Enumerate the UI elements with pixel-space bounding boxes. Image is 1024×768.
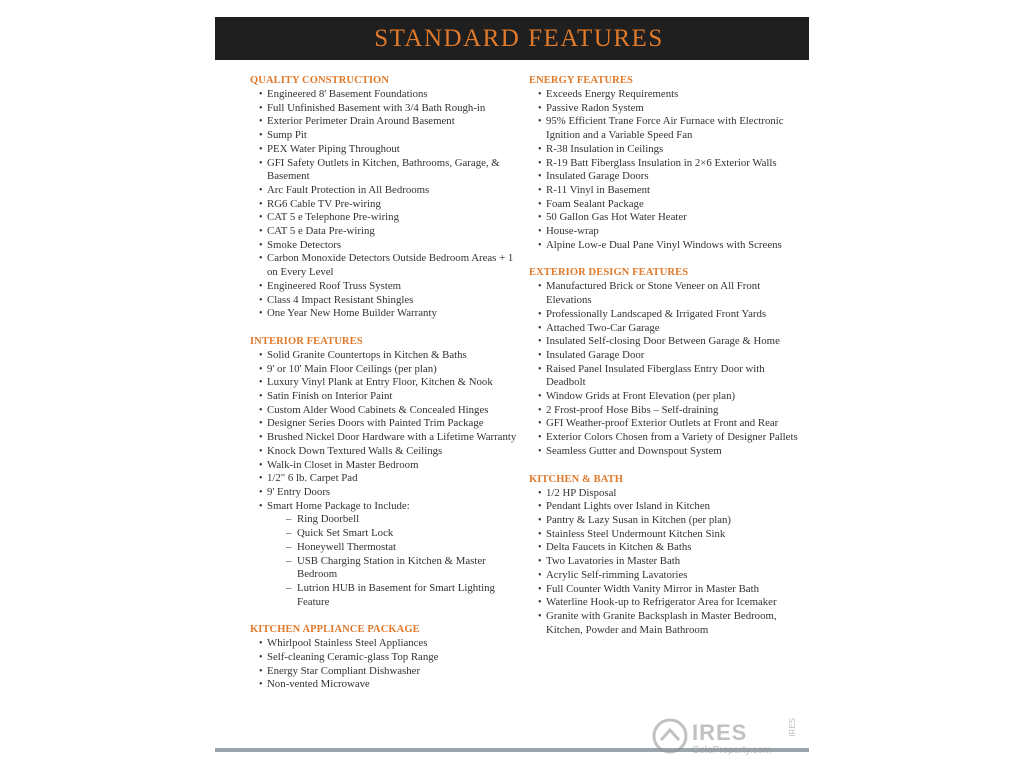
- section-interior-features: [250, 335, 520, 609]
- footer-rule: [215, 748, 809, 752]
- feature-item: • Insulated Self-closing Door Between Garage & Home: [529, 335, 799, 349]
- section-heading: KITCHEN APPLIANCE PACKAGE: [250, 624, 420, 636]
- section-heading: QUALITY CONSTRUCTION: [250, 75, 390, 86]
- watermark-site: ColoProperty.com: [692, 745, 772, 756]
- feature-item: • Knock Down Textured Walls & Ceilings: [250, 445, 520, 459]
- feature-item: • Brushed Nickel Door Hardware with a Lifetime Warranty: [250, 431, 520, 445]
- feature-item: • 1/2 HP Disposal: [529, 487, 799, 501]
- feature-list: [250, 349, 520, 609]
- feature-item: • Sump Pit: [250, 129, 520, 143]
- feature-item: • Exceeds Energy Requirements: [529, 88, 799, 102]
- feature-item: • Exterior Perimeter Drain Around Basement: [250, 115, 520, 129]
- feature-item: • Pendant Lights over Island in Kitchen: [529, 500, 799, 514]
- feature-item: • CAT 5 e Telephone Pre-wiring: [250, 211, 520, 225]
- feature-item: • Passive Radon System: [529, 102, 799, 116]
- section-heading: ENERGY FEATURES: [529, 75, 633, 86]
- section-heading: INTERIOR FEATURES: [250, 335, 363, 347]
- feature-item: • Engineered Roof Truss System: [250, 280, 520, 294]
- feature-item: • Alpine Low-e Dual Pane Vinyl Windows with Screens: [529, 239, 799, 253]
- section-heading: KITCHEN & BATH: [529, 473, 623, 485]
- feature-item: • Acrylic Self-rimming Lavatories: [529, 569, 799, 583]
- feature-item: • Granite with Granite Backsplash in Master Bedroom, Kitchen, Powder and Main Bathroom: [529, 610, 799, 637]
- feature-list: [529, 88, 799, 252]
- feature-item: • Engineered 8' Basement Foundations: [250, 88, 520, 102]
- feature-item: • 95% Efficient Trane Force Air Furnace with Electronic Ignition and a Variable Speed Fan: [529, 115, 799, 142]
- section-energy-features: [529, 74, 799, 252]
- feature-subitem: – Quick Set Smart Lock: [250, 527, 520, 541]
- feature-item: • Class 4 Impact Resistant Shingles: [250, 294, 520, 308]
- page-title: STANDARD FEATURES: [374, 24, 664, 52]
- feature-subitem: – Ring Doorbell: [250, 513, 520, 527]
- feature-subitem: – Lutrion HUB in Basement for Smart Lighting Feature: [250, 582, 520, 609]
- section-kitchen-appliance-package: [250, 623, 520, 692]
- feature-subitem: – USB Charging Station in Kitchen & Master Bedroom: [250, 555, 520, 582]
- feature-item: • Luxury Vinyl Plank at Entry Floor, Kitchen & Nook: [250, 376, 520, 390]
- feature-item: • Smoke Detectors: [250, 239, 520, 253]
- title-banner: [215, 17, 809, 60]
- feature-item: • Foam Sealant Package: [529, 198, 799, 212]
- section-quality-construction: [250, 74, 520, 321]
- feature-item: • 50 Gallon Gas Hot Water Heater: [529, 211, 799, 225]
- feature-item: • Two Lavatories in Master Bath: [529, 555, 799, 569]
- feature-item: • Solid Granite Countertops in Kitchen & Baths: [250, 349, 520, 363]
- section-kitchen-bath: [529, 473, 799, 638]
- feature-item: • Energy Star Compliant Dishwasher: [250, 665, 520, 679]
- feature-item: • Attached Two-Car Garage: [529, 322, 799, 336]
- feature-item: • 9' Entry Doors: [250, 486, 520, 500]
- feature-item: • Stainless Steel Undermount Kitchen Sink: [529, 528, 799, 542]
- feature-item: • PEX Water Piping Throughout: [250, 143, 520, 157]
- feature-item: • R-19 Batt Fiberglass Insulation in 2×6 Exterior Walls: [529, 157, 799, 171]
- feature-item: • Manufactured Brick or Stone Veneer on All Front Elevations: [529, 280, 799, 307]
- feature-item: • Full Counter Width Vanity Mirror in Master Bath: [529, 583, 799, 597]
- feature-item: • Satin Finish on Interior Paint: [250, 390, 520, 404]
- feature-item: • Delta Faucets in Kitchen & Baths: [529, 541, 799, 555]
- feature-item: • One Year New Home Builder Warranty: [250, 307, 520, 321]
- feature-list: [529, 487, 799, 638]
- feature-list: [250, 88, 520, 321]
- feature-item: • Window Grids at Front Elevation (per plan): [529, 390, 799, 404]
- section-exterior-design-features: [529, 266, 799, 458]
- right-column: [529, 74, 799, 651]
- features-sheet: [215, 17, 809, 752]
- feature-item: • GFI Weather-proof Exterior Outlets at Front and Rear: [529, 417, 799, 431]
- feature-item: • Full Unfinished Basement with 3/4 Bath Rough-in: [250, 102, 520, 116]
- feature-item: • Insulated Garage Door: [529, 349, 799, 363]
- feature-item: • 9' or 10' Main Floor Ceilings (per plan): [250, 363, 520, 377]
- feature-item: • CAT 5 e Data Pre-wiring: [250, 225, 520, 239]
- feature-item: • GFI Safety Outlets in Kitchen, Bathrooms, Garage, & Basement: [250, 157, 520, 184]
- feature-item: • Raised Panel Insulated Fiberglass Entry Door with Deadbolt: [529, 363, 799, 390]
- watermark-brand: IRES: [692, 720, 748, 745]
- feature-item: • Walk-in Closet in Master Bedroom: [250, 459, 520, 473]
- feature-item: • 2 Frost-proof Hose Bibs – Self-draining: [529, 404, 799, 418]
- feature-item: • Smart Home Package to Include:: [250, 500, 520, 514]
- feature-item: • Professionally Landscaped & Irrigated Front Yards: [529, 308, 799, 322]
- feature-item: • Insulated Garage Doors: [529, 170, 799, 184]
- left-column: [250, 74, 520, 706]
- feature-item: • Pantry & Lazy Susan in Kitchen (per plan): [529, 514, 799, 528]
- feature-item: • Self-cleaning Ceramic-glass Top Range: [250, 651, 520, 665]
- feature-item: • R-38 Insulation in Ceilings: [529, 143, 799, 157]
- feature-item: • Seamless Gutter and Downspout System: [529, 445, 799, 459]
- feature-item: • R-11 Vinyl in Basement: [529, 184, 799, 198]
- feature-item: • Exterior Colors Chosen from a Variety of Designer Pallets: [529, 431, 799, 445]
- feature-item: • 1/2" 6 lb. Carpet Pad: [250, 472, 520, 486]
- feature-item: • Custom Alder Wood Cabinets & Concealed Hinges: [250, 404, 520, 418]
- feature-list: [250, 637, 520, 692]
- section-heading: EXTERIOR DESIGN FEATURES: [529, 267, 689, 279]
- watermark-side: IRES: [788, 718, 797, 737]
- feature-item: • Arc Fault Protection in All Bedrooms: [250, 184, 520, 198]
- feature-item: • Waterline Hook-up to Refrigerator Area for Icemaker: [529, 596, 799, 610]
- feature-item: • RG6 Cable TV Pre-wiring: [250, 198, 520, 212]
- feature-list: [529, 280, 799, 458]
- feature-item: • Designer Series Doors with Painted Trim Package: [250, 417, 520, 431]
- feature-item: • House-wrap: [529, 225, 799, 239]
- feature-subitem: – Honeywell Thermostat: [250, 541, 520, 555]
- feature-item: • Whirlpool Stainless Steel Appliances: [250, 637, 520, 651]
- feature-item: • Non-vented Microwave: [250, 678, 520, 692]
- feature-item: • Carbon Monoxide Detectors Outside Bedroom Areas + 1 on Every Level: [250, 252, 520, 279]
